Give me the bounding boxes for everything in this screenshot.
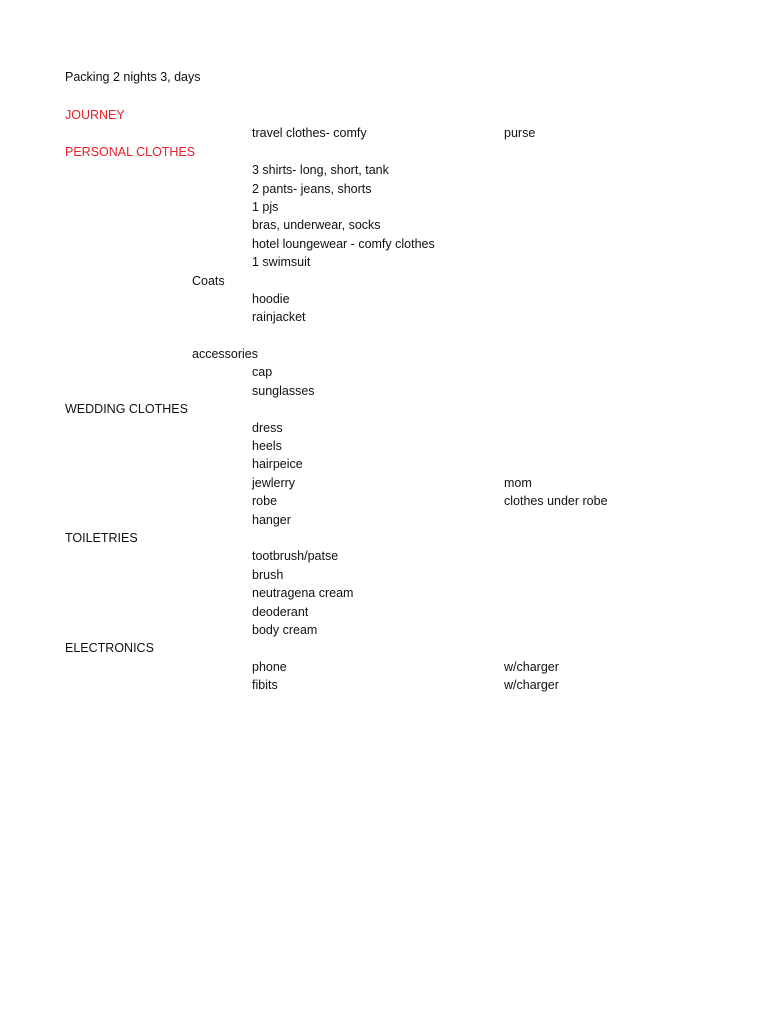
row-deodorant [0,603,768,621]
row-electronics [0,639,768,657]
row-pjs [0,198,768,216]
row-hoodie [0,290,768,308]
row-body-cream [0,621,768,639]
row-brush [0,566,768,584]
item-cap: cap [252,365,273,380]
section-heading-journey: JOURNEY [65,108,125,122]
row-toothbrush [0,547,768,565]
row-underwear [0,216,768,234]
row-phone [0,658,768,676]
row-hanger [0,511,768,529]
item-sunglasses: sunglasses [252,383,315,398]
row-dress [0,419,768,437]
item-deodorant: deoderant [252,604,309,619]
document-title: Packing 2 nights 3, days [65,70,201,84]
note-clothes-under-robe: clothes under robe [504,494,608,509]
row-heels [0,437,768,455]
row-sunglasses [0,382,768,400]
item-hairpiece: hairpeice [252,457,303,472]
row-accessories [0,345,768,363]
item-travel-clothes: travel clothes- comfy [252,126,367,141]
item-robe: robe [252,494,278,509]
item-fitbits: fibits [252,678,278,693]
item-hoodie: hoodie [252,291,290,306]
section-heading-electronics: ELECTRONICS [65,641,154,656]
item-shirts: 3 shirts- long, short, tank [252,163,389,178]
item-underwear: bras, underwear, socks [252,218,381,233]
note-mom: mom [504,475,532,490]
row-loungewear [0,235,768,253]
item-brush: brush [252,567,284,582]
item-toothbrush: tootbrush/patse [252,549,339,564]
row-journey [0,106,768,124]
row-swimsuit [0,253,768,271]
packing-sheet [0,106,768,695]
item-rainjacket: rainjacket [252,310,306,325]
row-neutrogena [0,584,768,602]
row-pants [0,180,768,198]
row-robe [0,492,768,510]
note-fitbits-charger: w/charger [504,678,559,693]
item-swimsuit: 1 swimsuit [252,255,311,270]
row-coats [0,272,768,290]
item-loungewear: hotel loungewear - comfy clothes [252,236,435,251]
section-heading-personal-clothes: PERSONAL CLOTHES [65,144,196,159]
row-cap [0,363,768,381]
item-body-cream: body cream [252,622,318,637]
row-personal-clothes [0,143,768,161]
row-shirts [0,161,768,179]
section-heading-wedding-clothes: WEDDING CLOTHES [65,402,188,417]
row-travel-clothes [0,124,768,142]
item-pjs: 1 pjs [252,199,279,214]
row-rainjacket [0,308,768,326]
subheading-coats: Coats [192,273,225,288]
item-phone: phone [252,659,287,674]
section-heading-toiletries: TOILETRIES [65,530,138,545]
row-jewelry [0,474,768,492]
row-fitbits [0,676,768,694]
item-jewelry: jewlerry [252,475,296,490]
note-phone-charger: w/charger [504,659,559,674]
row-hairpiece [0,455,768,473]
item-pants: 2 pants- jeans, shorts [252,181,372,196]
item-dress: dress [252,420,283,435]
item-neutrogena-cream: neutragena cream [252,586,354,601]
item-hanger: hanger [252,512,291,527]
row-wedding-clothes [0,400,768,418]
note-purse: purse [504,126,536,141]
row-blank [0,327,768,345]
row-toiletries [0,529,768,547]
item-heels: heels [252,439,282,454]
subheading-accessories: accessories [192,347,258,362]
